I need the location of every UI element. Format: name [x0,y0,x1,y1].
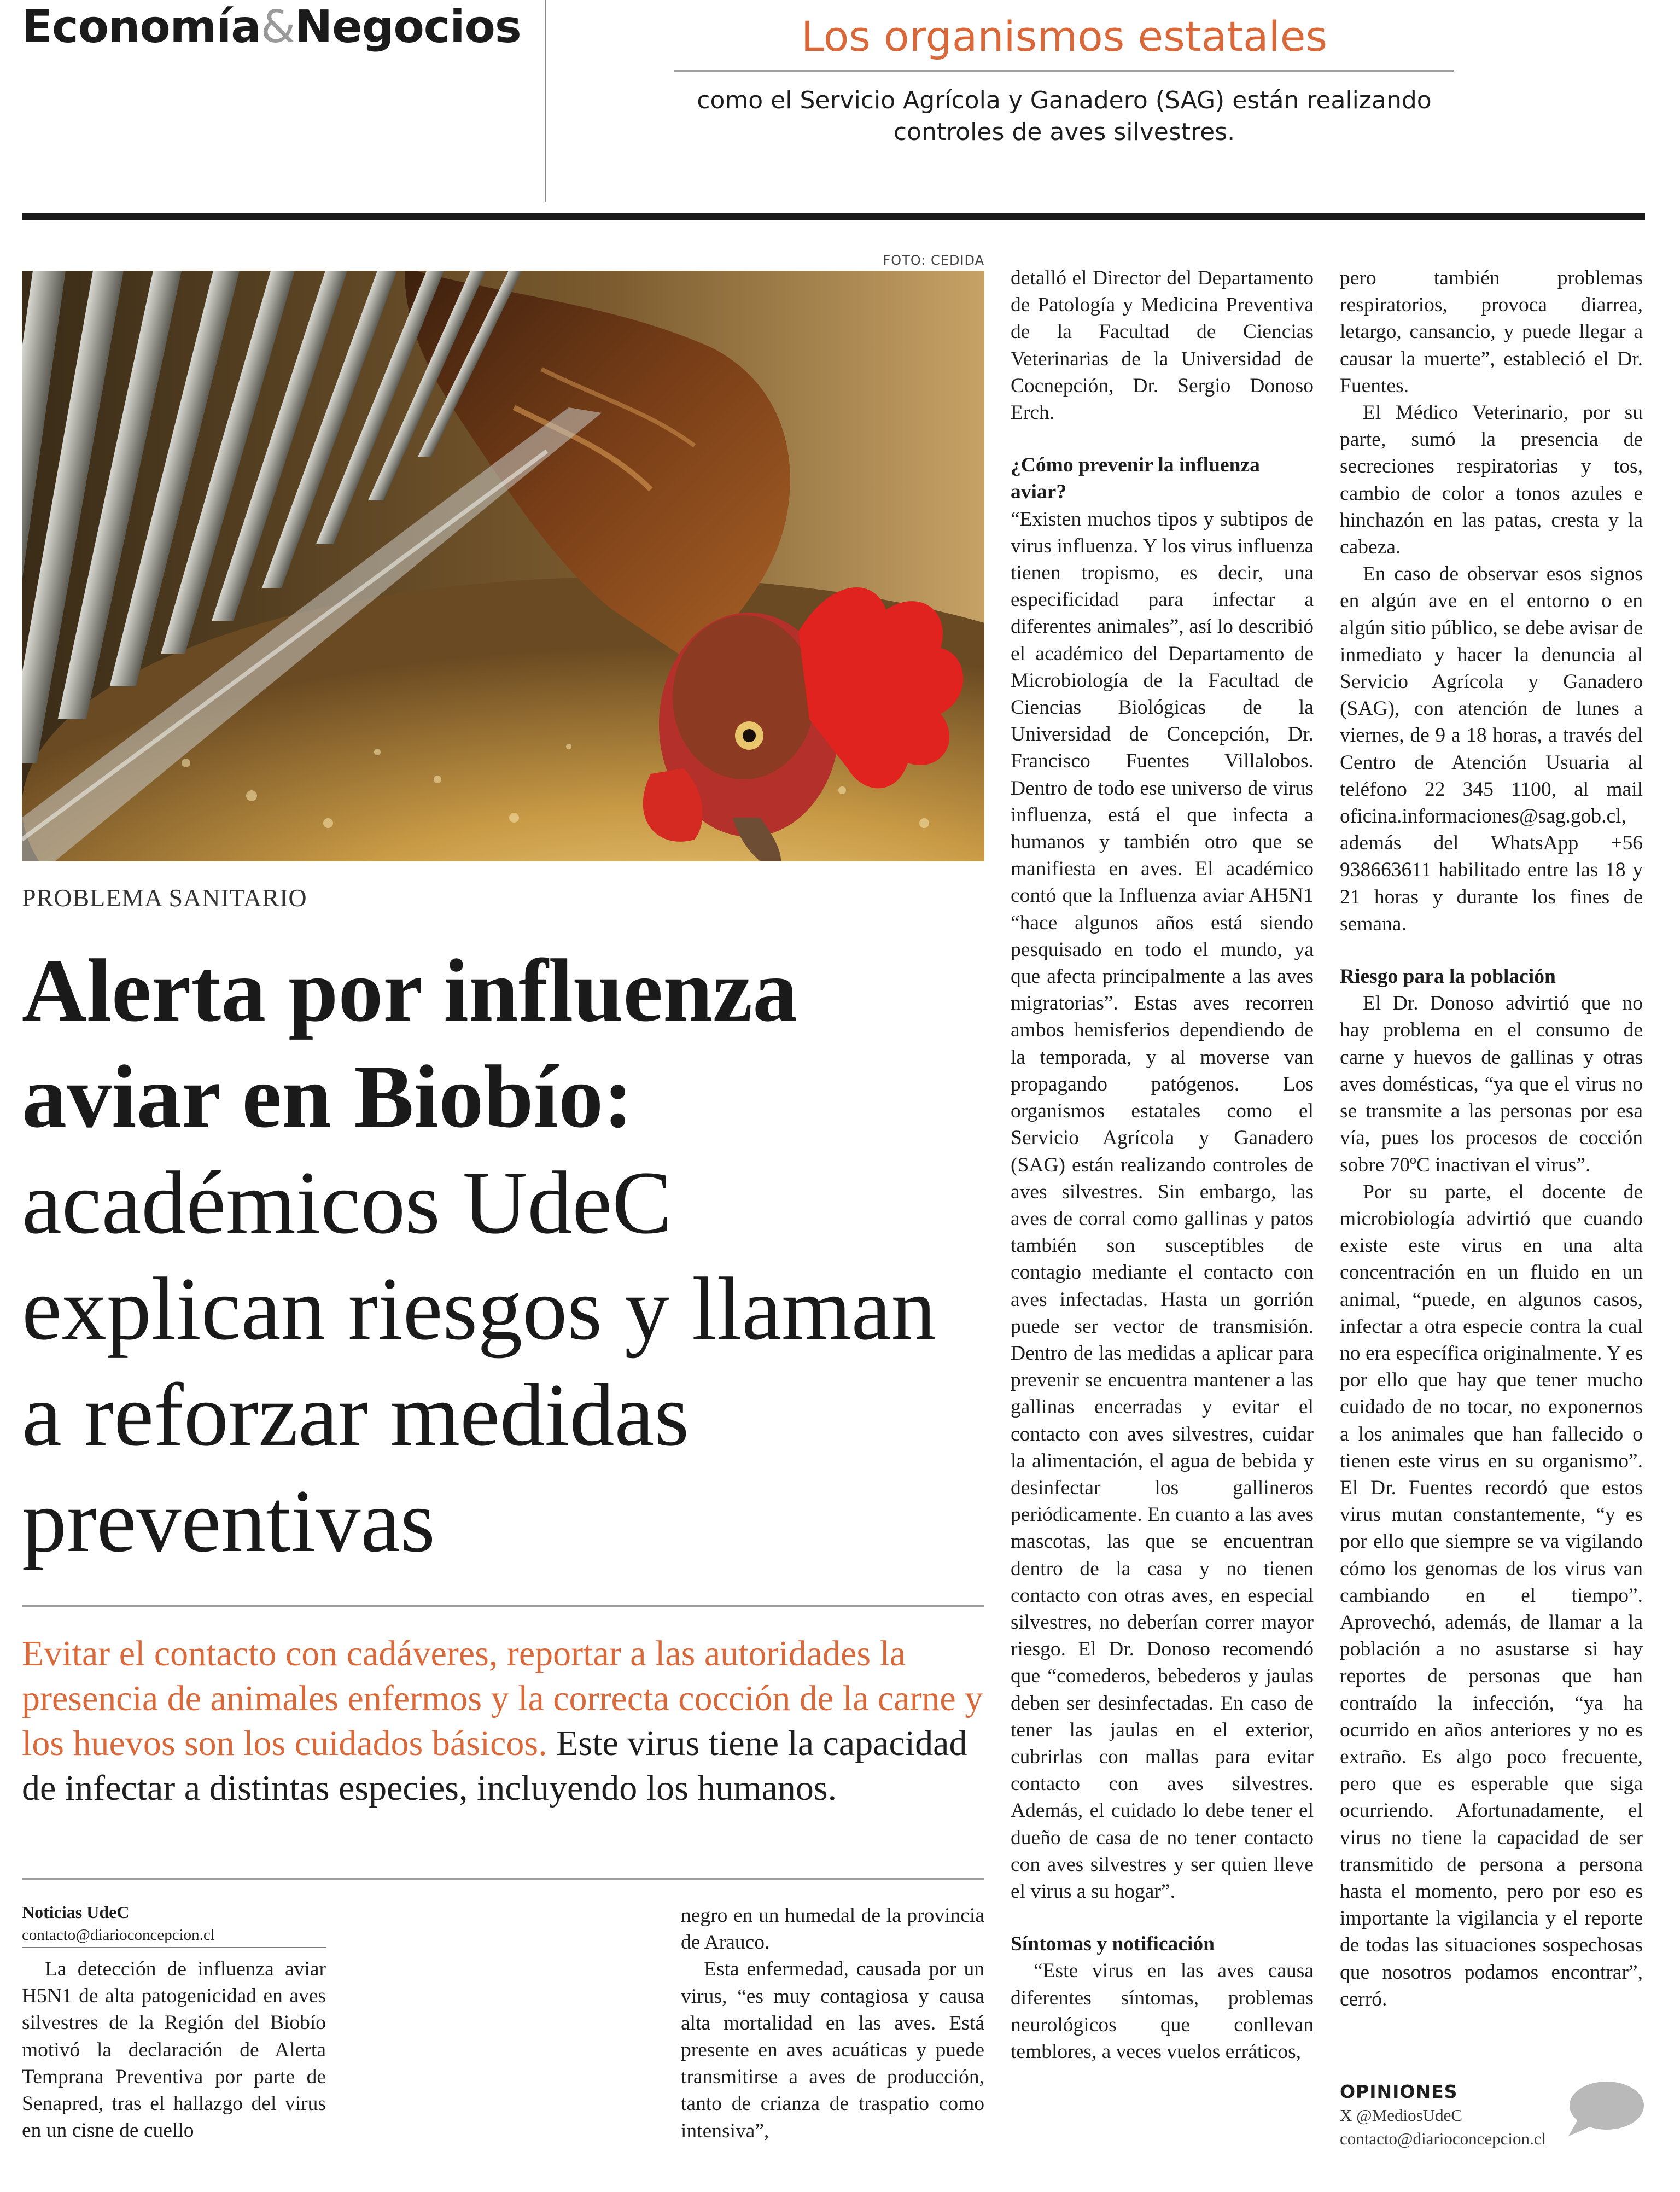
body-column-3 [1011,265,1314,2162]
subheading: ¿Cómo prevenir la influenza aviar? [1011,454,1260,504]
article-kicker: PROBLEMA SANITARIO [22,884,307,912]
article-headline [22,938,984,1575]
header-rule [22,213,1645,220]
spacer [1011,426,1314,452]
body-paragraph: Esta enfermedad, causada por un virus, “es muy contagiosa y causa alta mortalidad en las aves. Está presente en aves acuáticas y puede transmitirse a aves de producción, tanto de crianza de traspatio como intensiva”, [681,1958,984,2142]
byline-name: Noticias UdeC [22,1902,130,1922]
body-paragraph: pero también problemas respiratorios, provoca diarrea, letargo, cansancio, y puede llegar a causar la muerte”, estableció el Dr. Fuentes. [1340,267,1643,397]
body-paragraph: Por su parte, el docente de microbiología advirtió que cuando existe este virus en una alta concentración en un fluido en un animal, “puede, en algunos casos, infectar a otra especie contra la cual no era específica originalmente. Y es por ello que hay que tener mucho cuidado de no tocar, no exponernos a los animales que han fallecido o tienen este virus en su organismo”. El Dr. Fuentes recordó que estos virus mutan constantemente, “y es por ello que siempre se va vigilando cómo los genomas de los virus van cambiando en el tiempo”. Aprovechó, además, de llamar a la población a no asustarse si hay reportes de personas que han contraído la infección, “ya ha ocurrido en años anteriores y no es extraño. Es algo poco frecuente, pero que es esperable que siga ocurriendo. Afortunadamente, el virus no tiene la capacidad de ser transmitido de persona a persona hasta el momento, pero por eso es importante la vigilancia y el reporte de todas las situaciones sospechosas que nosotros podamos encontrar”, cerró. [1340,1180,1643,2010]
section-title-amp: & [260,1,295,53]
hen-illustration [22,271,984,861]
headline-bold: Alerta por influenza aviar en Biobío: [22,941,798,1146]
section-title-a: Economía [22,1,261,53]
body-column-2 [681,1902,984,2187]
pull-quote-rule [674,70,1454,72]
body-paragraph: negro en un humedal de la provincia de Arauco. [681,1904,984,1954]
headline-regular: académicos UdeC explican riesgos y llaman a reforzar medidas preventivas [22,1153,936,1571]
speech-bubble-icon [1565,2079,1645,2139]
opinions-title: OPINIONES [1340,2081,1458,2102]
body-paragraph: La detección de influenza aviar H5N1 de alta patogenicidad en aves silvestres de la Región del Biobío motivó la declaración de Alerta Temprana Preventiva por parte de Senapred, tras el hallazgo del virus en un cisne de cuello [22,1958,326,2142]
photo-credit: FOTO: CEDIDA [883,253,984,268]
body-column-4 [1340,265,1643,2064]
body-paragraph: El Dr. Donoso advirtió que no hay problema en el consumo de carne y huevos de gallinas y otras aves domésticas, “ya que el virus no se transmite a las personas por esa vía, pues los procesos de cocción sobre 70ºC inactivan el virus”. [1340,992,1643,1176]
body-paragraph: El Médico Veterinario, por su parte, sumó la presencia de secreciones respiratorias y tos, cambio de color a tonos azules e hinchazón en las patas, cresta y la cabeza. [1340,401,1643,559]
deck-text: Este virus tiene la capacidad de infectar a distintas especies, incluyendo los humanos. [22,1723,967,1808]
pull-quote-title: Los organismos estatales [801,12,1328,61]
header-divider [545,0,546,202]
pull-quote-text: como el Servicio Agrícola y Ganadero (SAG) están realizando controles de aves silvestres. [697,86,1432,146]
opinions-email[interactable]: contacto@diarioconcepcion.cl [1340,2129,1547,2148]
byline-email: contacto@diarioconcepcion.cl [22,1926,215,1944]
deck-highlight: Evitar el contacto con cadáveres, reportar a las autoridades la presencia de animales enfermos y la correcta cocción de la carne y los huevos son los cuidados básicos. [22,1634,983,1763]
body-paragraph: “Existen muchos tipos y subtipos de virus influenza. Y los virus influenza tienen tropismo, es decir, una especificidad para infectar a diferentes animales”, así lo describió el académico del Departamento de Microbiología de la Facultad de Ciencias Biológicas de la Universidad de Concepción, Dr. Francisco Fuentes Villalobos. Dentro de todo ese universo de virus influenza, está el que infecta a humanos y también otro que se manifiesta en aves. El académico contó que la Influenza aviar AH5N1 “hace algunos años está siendo pesquisado en todo el mundo, ya que afecta principalmente a las aves migratorias”. Estas aves recorren ambos hemisferios dependiendo de la temporada, y al moverse van propagando patógenos. Los organismos estatales como el Servicio Agrícola y Ganadero (SAG) están realizando controles de aves silvestres. Sin embargo, las aves de corral como gallinas y patos también son susceptibles de contagio mediante el contacto con aves infectadas. Hasta un gorrión puede ser vector de transmisión. Dentro de las medidas a aplicar para prevenir se encuentra mantener a las gallinas encerradas y evitar el contacto con aves silvestres, cuidar la alimentación, el agua de bebida y desinfectar los gallineros periódicamente. En cuanto a las aves mascotas, las que se encuentran dentro de la casa y no tienen contacto con otras aves, en especial silvestres, no deberían correr mayor riesgo. El Dr. Donoso recomendó que “comederos, bebederos y jaulas deben ser desinfectadas. En caso de tener las jaulas en el exterior, cubrirlas con mallas para evitar contacto con aves silvestres. Además, el cuidado lo debe tener el dueño de casa de no tener contacto con aves silvestres y ser quien lleve el virus a su hogar”. [1011,508,1314,1903]
body-column-1 [22,1956,326,2185]
section-title-b: Negocios [295,1,521,53]
section-title [22,0,521,66]
article-photo [22,271,984,861]
body-paragraph: “Este virus en las aves causa diferentes síntomas, problemas neurológicos que conllevan temblores, a veces vuelos erráticos, [1011,1960,1314,2063]
subheading: Riesgo para la población [1340,965,1556,988]
deck-rule [22,1878,984,1880]
body-paragraph: detalló el Director del Departamento de Patología y Medicina Preventiva de la Facultad de Ciencias Veterinarias de la Universidad de Cocnepción, Dr. Sergio Donoso Erch. [1011,267,1314,424]
subheading: Síntomas y notificación [1011,1933,1215,1956]
spacer [1340,937,1643,963]
byline-rule [22,1947,326,1948]
body-paragraph: En caso de observar esos signos en algún ave en el entorno o en algún sitio público, se debe avisar de inmediato y hacer la denuncia al Servicio Agrícola y Ganadero (SAG), con atención de lunes a viernes, de 9 a 18 horas, a través del Centro de Atención Usuaria al teléfono 22 345 1100, al mail oficina.informaciones@sag.gob.cl, además del WhatsApp +56 938663611 habilitado entre las 18 y 21 horas y durante los fines de semana. [1340,563,1643,935]
opinions-x-handle[interactable]: X @MediosUdeC [1340,2106,1463,2125]
article-deck [22,1631,984,1811]
spacer [1011,1905,1314,1931]
headline-rule [22,1605,984,1607]
